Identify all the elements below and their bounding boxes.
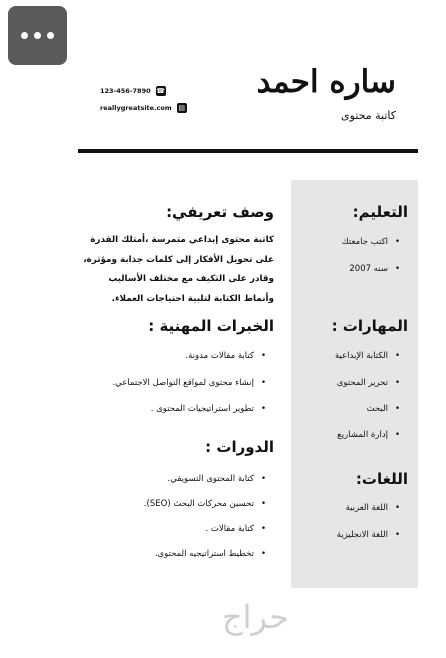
dot-icon <box>34 32 41 39</box>
header-divider <box>78 149 418 153</box>
globe-icon: ▤ <box>178 104 185 112</box>
languages-heading: اللغات: <box>355 470 408 488</box>
list-item: • الكتابة الإبداعية <box>335 351 400 361</box>
list-item: • تحسين محركات البحث (SEO). <box>144 499 266 509</box>
experience-heading: الخبرات المهنية : <box>148 317 274 335</box>
dot-icon <box>21 32 28 39</box>
contact-phone <box>100 86 166 96</box>
list-item: • كتابة المحتوى التسويقي. <box>168 474 266 484</box>
watermark-logo: حراج <box>222 598 289 636</box>
phone-icon: ☎ <box>156 87 165 95</box>
profile-text: كاتبة محتوى إبداعي متمرسة ،أمتلك القدرة على تحويل الأفكار إلى كلمات جذابة ومؤثرة، وقادر على التكيف مع مختلف الأساليب وأنماط الكتابة لتلبية احتياجات العملاء. <box>83 235 274 304</box>
list-item: • البحث <box>367 404 400 414</box>
more-options-button[interactable] <box>8 6 67 65</box>
dot-icon <box>47 32 54 39</box>
phone-text: 123-456-7890 <box>100 87 151 95</box>
list-item: • تطوير استراتيجيات المحتوى . <box>151 404 266 414</box>
list-item: • اكتب جامعتك <box>342 237 400 247</box>
contact-website <box>100 103 187 113</box>
profile-heading: وصف تعريفي: <box>166 203 274 221</box>
skills-heading: المهارات : <box>331 317 408 335</box>
resume-name: ساره احمد <box>256 64 396 100</box>
list-item: • كتابة مقالات . <box>205 524 266 534</box>
job-title: كاتبة محتوى <box>341 109 396 122</box>
list-item: • سنه 2007 <box>349 264 400 274</box>
list-item: • اللغة الانجليزية <box>337 530 400 540</box>
list-item: • تحرير المحتوى <box>337 378 400 388</box>
courses-heading: الدورات : <box>205 438 274 456</box>
list-item: • إدارة المشاريع <box>337 430 400 440</box>
list-item: • كتابة مقالات مدونة. <box>185 351 266 361</box>
list-item: • إنشاء محتوى لمواقع التواصل الاجتماعي. <box>112 378 266 388</box>
list-item: • تخطيط استراتيجيه المحتوى. <box>155 549 266 559</box>
list-item: • اللغة العربية <box>346 503 400 513</box>
website-text: reallygreatsite.com <box>100 104 172 112</box>
education-heading: التعليم: <box>352 203 408 221</box>
